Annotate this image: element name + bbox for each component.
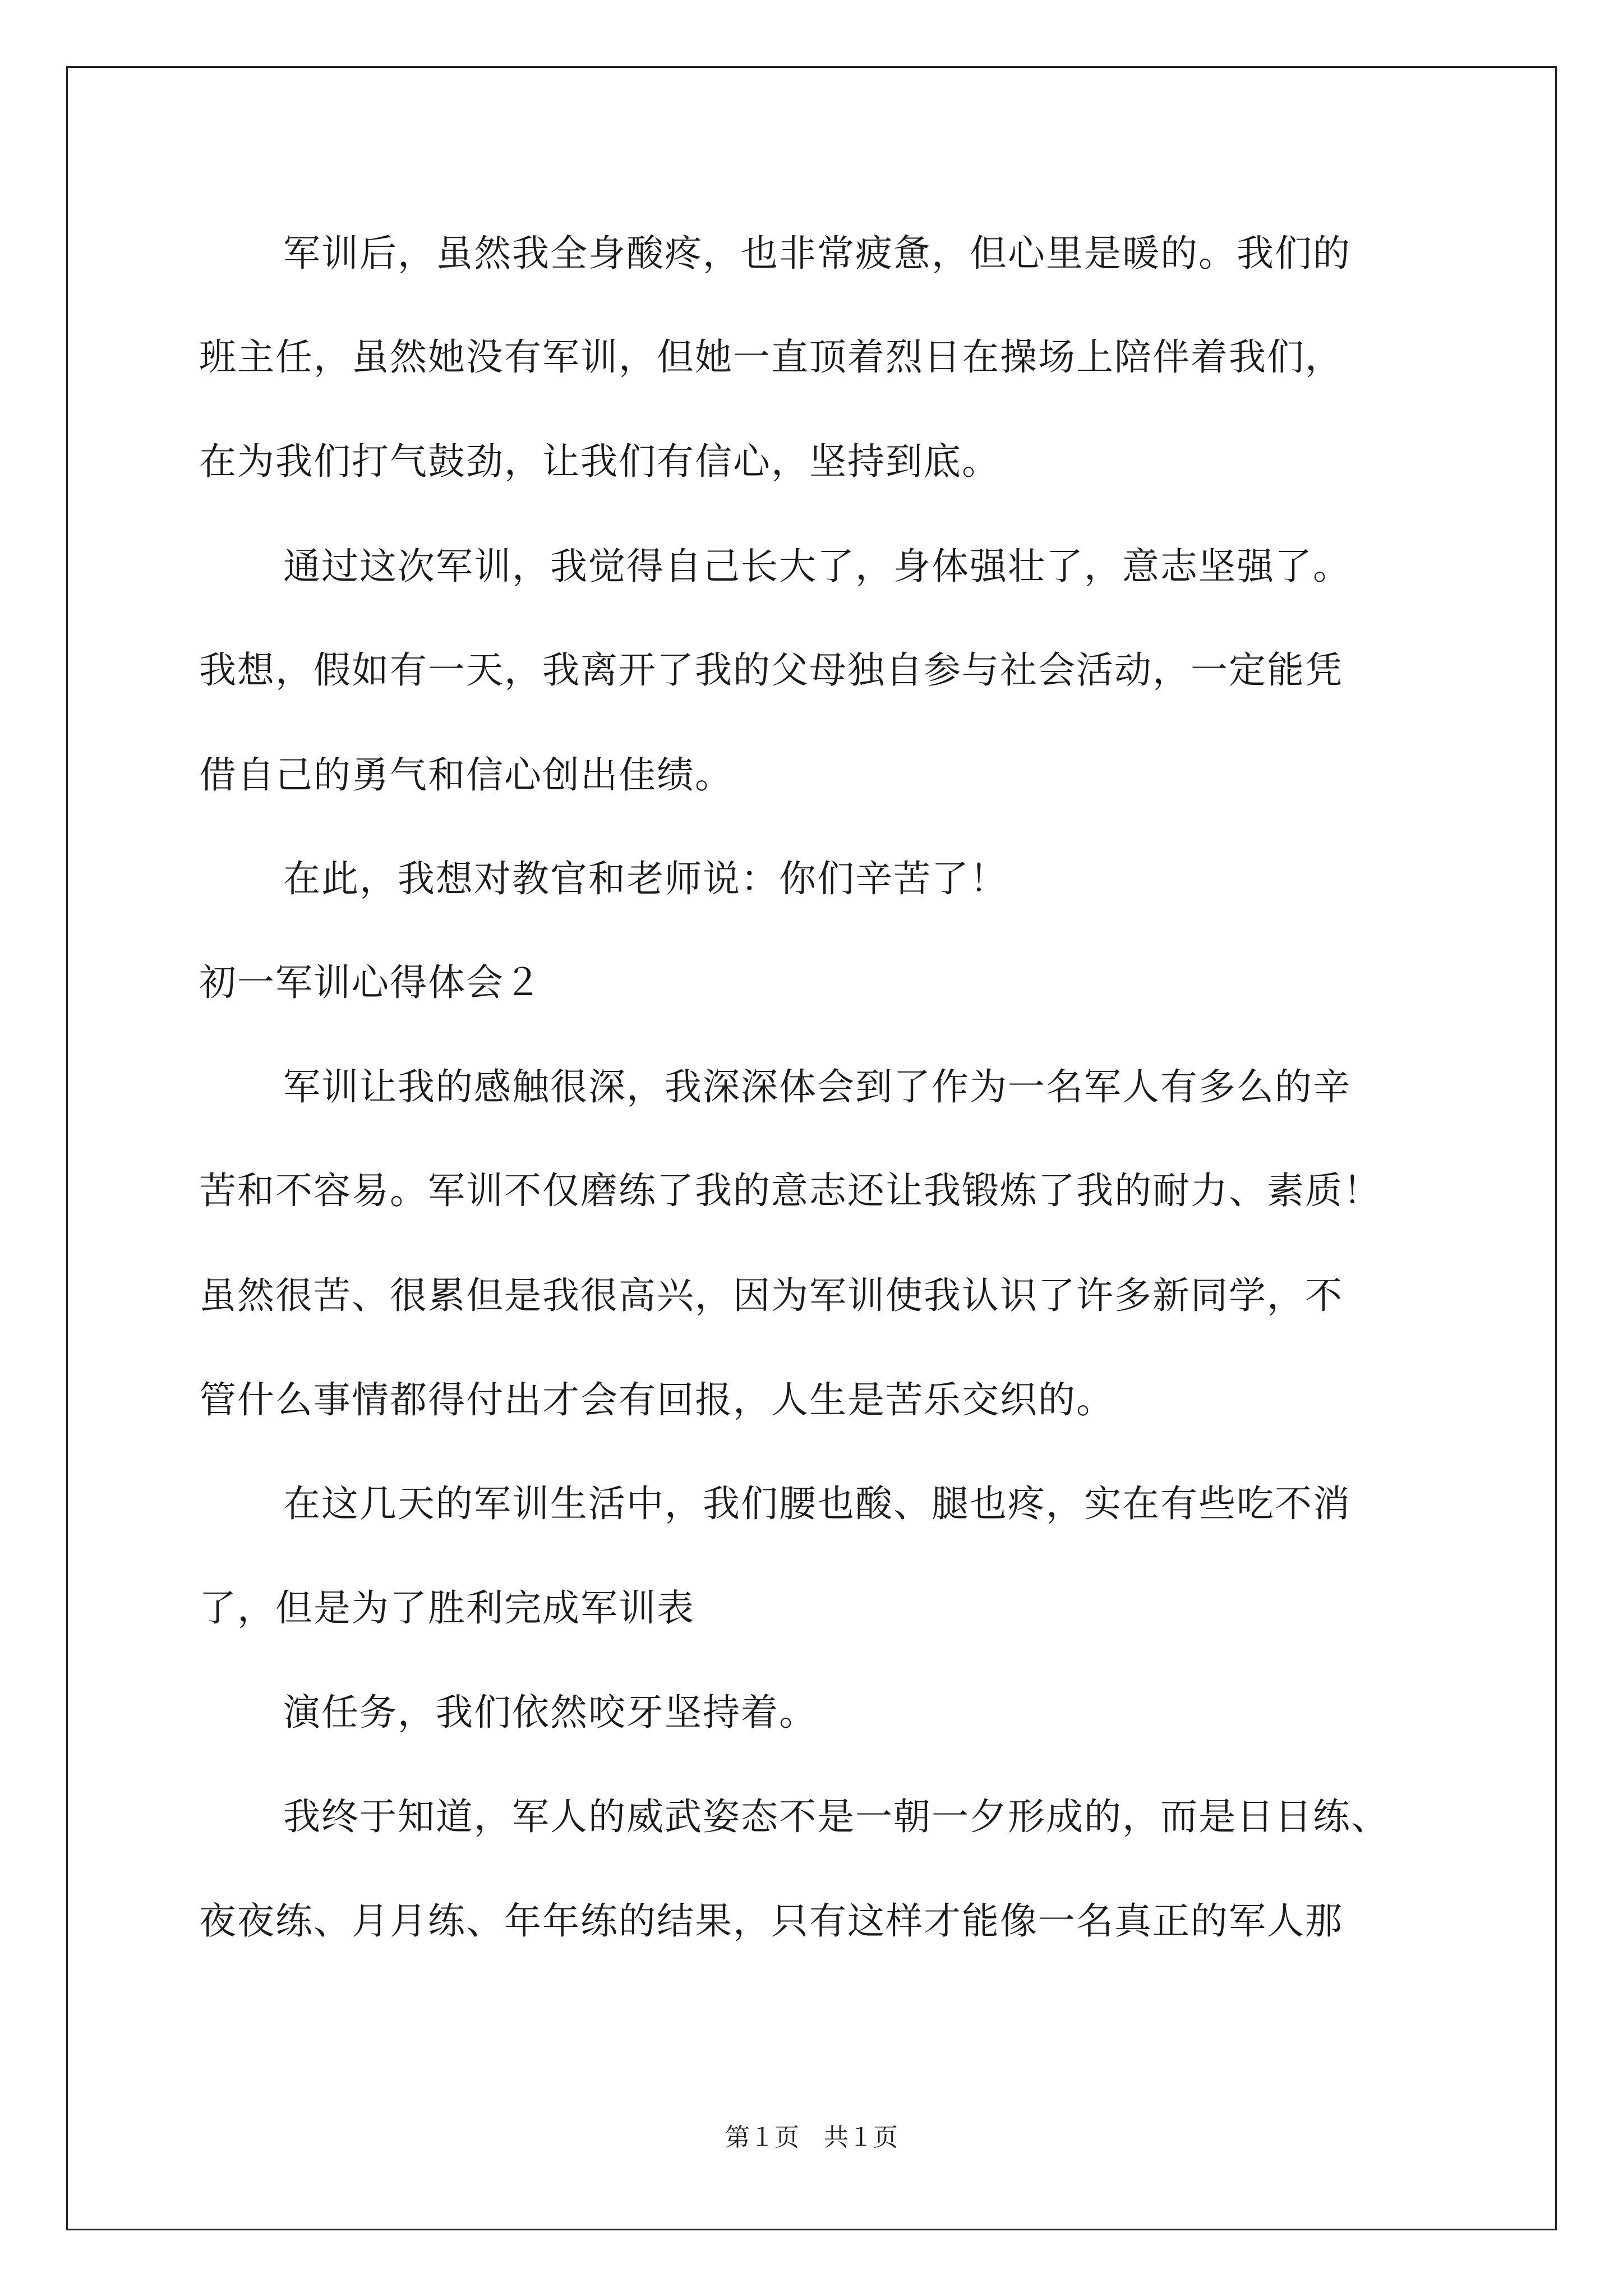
text-line: 借自己的勇气和信心创出佳绩。 (199, 753, 733, 797)
section-heading: 初一军训心得体会２ (199, 961, 542, 1004)
page-footer: 第１页 共１页 (725, 2123, 898, 2152)
text-line: 通过这次军训，我觉得自己长大了，身体强壮了，意志坚强了。 (283, 545, 1351, 588)
text-line: 在为我们打气鼓劲，让我们有信心，坚持到底。 (199, 440, 1000, 483)
text-line: 虽然很苦、很累但是我很高兴，因为军训使我认识了许多新同学，不 (199, 1274, 1343, 1317)
text-line: 我想，假如有一天，我离开了我的父母独自参与社会活动，一定能凭 (199, 648, 1343, 692)
text-line: 夜夜练、月月练、年年练的结果，只有这样才能像一名真正的军人那 (199, 1899, 1343, 1943)
text-line: 苦和不容易。军训不仅磨练了我的意志还让我锻炼了我的耐力、素质！ (199, 1169, 1381, 1212)
text-line: 在这几天的军训生活中，我们腰也酸、腿也疼，实在有些吃不消 (283, 1482, 1351, 1525)
text-line: 了，但是为了胜利完成军训表 (199, 1586, 695, 1630)
text-line: 在此，我想对教官和老师说：你们辛苦了！ (283, 857, 1008, 900)
text-line: 军训后，虽然我全身酸疼，也非常疲惫，但心里是暖的。我们的 (283, 232, 1351, 275)
text-line: 我终于知道，军人的威武姿态不是一朝一夕形成的，而是日日练、 (283, 1795, 1389, 1838)
text-line: 演任务，我们依然咬牙坚持着。 (283, 1691, 817, 1734)
text-line: 管什么事情都得付出才会有回报，人生是苦乐交织的。 (199, 1378, 1114, 1421)
text-line: 班主任，虽然她没有军训，但她一直顶着烈日在操场上陪伴着我们， (199, 335, 1343, 379)
text-line: 军训让我的感触很深，我深深体会到了作为一名军人有多么的辛 (283, 1065, 1351, 1108)
